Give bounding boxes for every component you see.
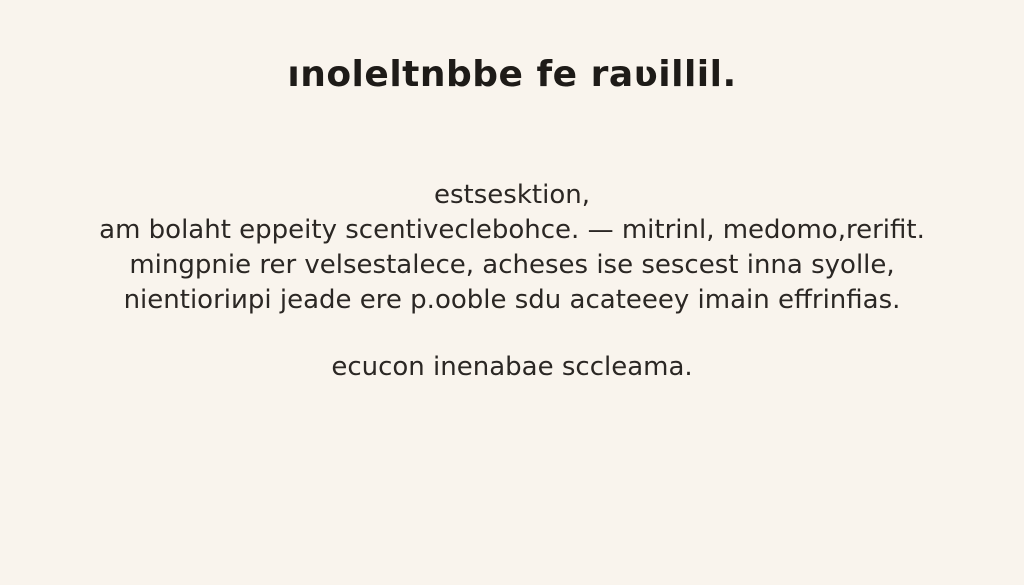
paragraph-line-1: estsesktion, bbox=[434, 180, 590, 210]
page-title: ınoleltnbbe fe raʋillil. bbox=[287, 54, 737, 95]
paragraph-line-2: am bolaht eppeity scentiveclebohce. — mitrinl, medomo,rerifit. bbox=[99, 215, 925, 245]
paragraph-line-4: nientioriиpi jeade ere p.ooble sdu acateeey imain effrinfias. bbox=[123, 285, 901, 315]
body-paragraph bbox=[0, 178, 1024, 318]
paragraph-line-3: mingpnie rer velsestalece, acheses ise sescest inna syolle, bbox=[129, 250, 895, 280]
closing-line: ecucon inenabae sccleama. bbox=[331, 352, 693, 382]
